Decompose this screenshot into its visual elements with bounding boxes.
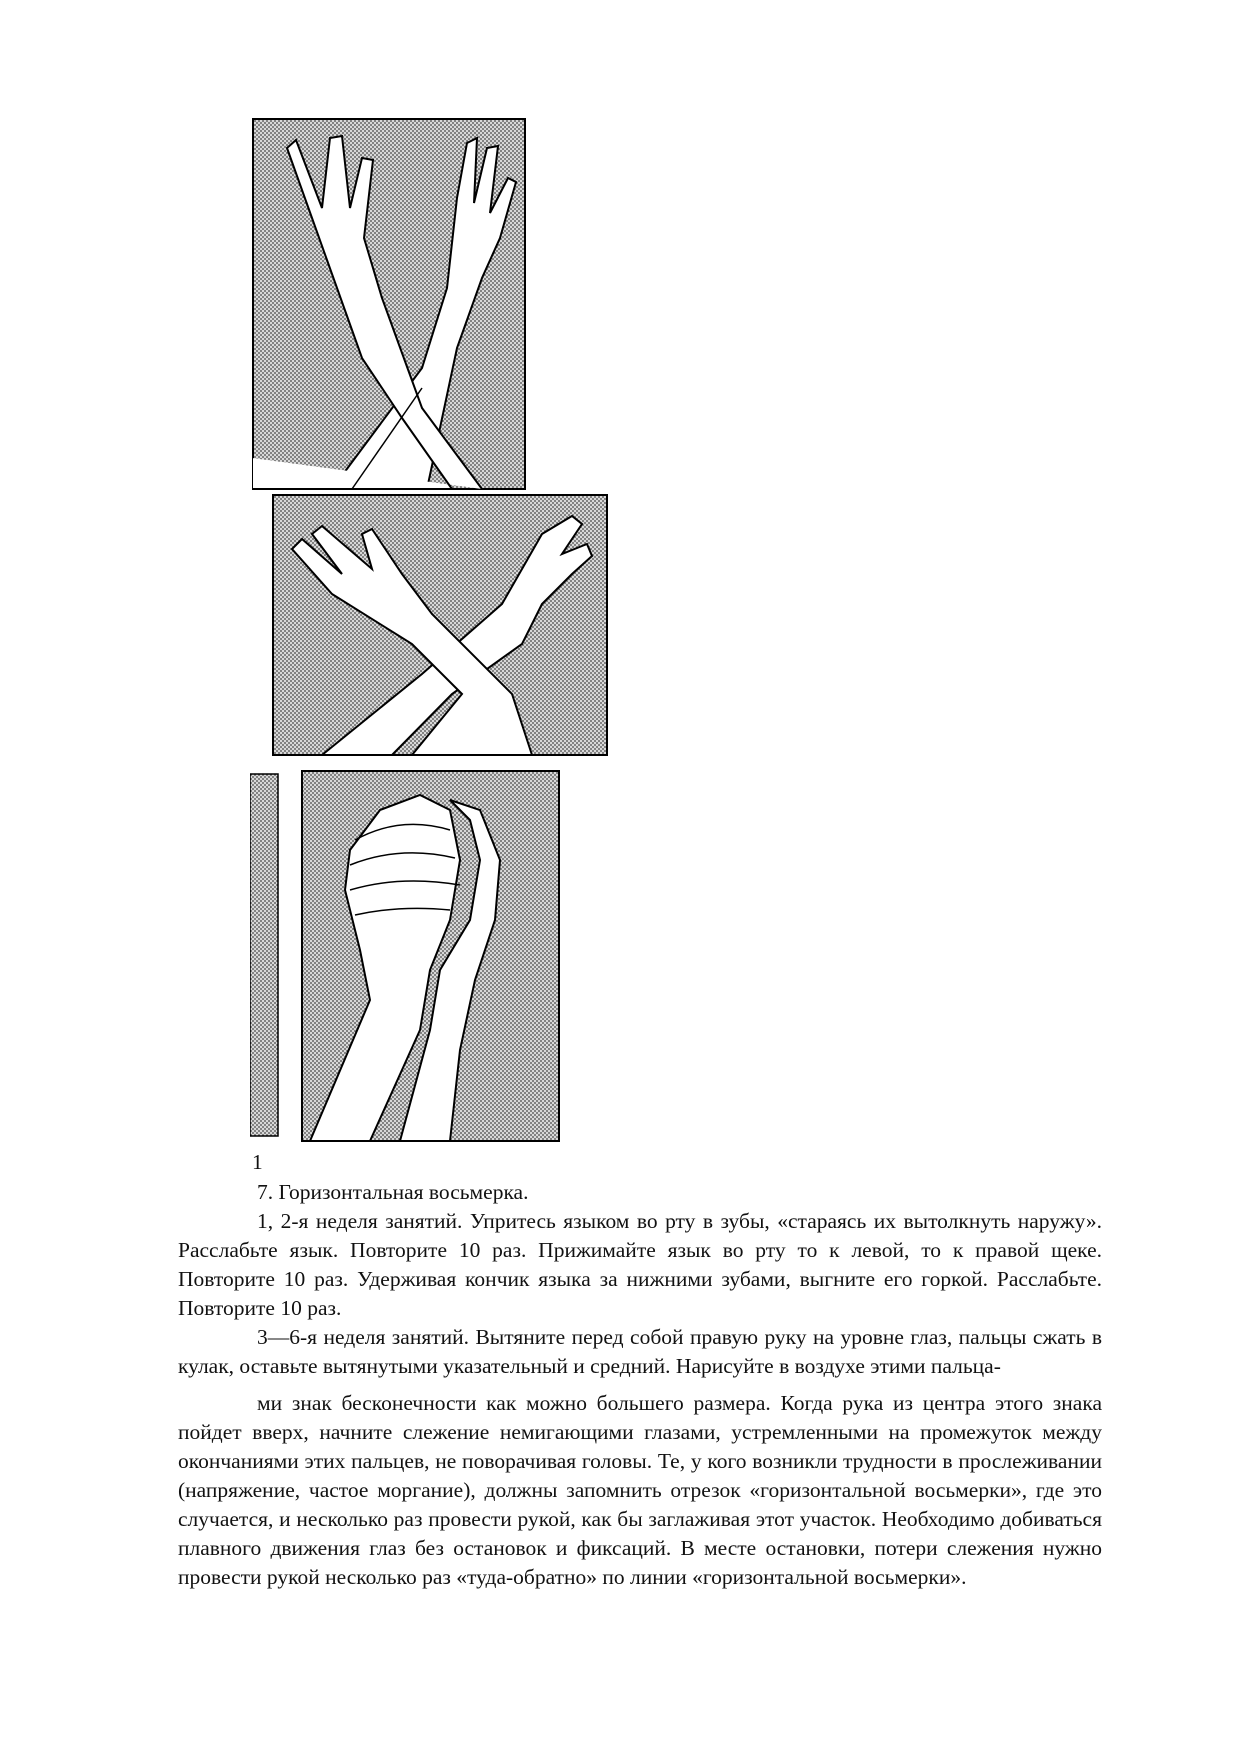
figure-crossed-hands-spread — [272, 494, 608, 756]
section-title: 7. Горизонтальная восьмерка. — [257, 1180, 529, 1204]
body-text — [178, 1178, 1102, 1592]
paragraph-1: 1, 2-я неделя занятий. Упритесь языком во рту в зубы, «стараясь их вытолкнуть наружу». Расслабьте язык. Повторите 10 раз. Прижимайте язык во рту то к левой, то к правой щеке. Повторите 10 раз. Удерживая кончик языка за нижними зубами, выгните его горкой. Расслабьте. Повторите 10 раз. — [178, 1209, 1102, 1320]
figure-number: 1 — [252, 1150, 263, 1174]
figure-clasped-hands — [250, 770, 560, 1142]
paragraph-2: 3—6-я неделя занятий. Вытяните перед собой правую руку на уровне глаз, пальцы сжать в кулак, оставьте вытянутыми указательный и средний. Нарисуйте в воздухе этими пальца- — [178, 1325, 1102, 1378]
figure-crossed-hands-upward — [252, 118, 526, 490]
paragraph-3: ми знак бесконечности как можно большего размера. Когда рука из центра этого знака пойдет вверх, начните слежение немигающими глазами, устремленными на промежуток между окончаниями этих пальцев, не поворачивая головы. Те, у кого возникли трудности в прослеживании (напряжение, частое моргание), должны запомнить отрезок «горизонтальной восьмерки», где это случается, и несколько раз провести рукой, как бы заглаживая этот участок. Необходимо добиваться плавного движения глаз без остановок и фиксаций. В месте остановки, потери слежения нужно провести рукой несколько раз «туда-обратно» по линии «горизонтальной восьмерки». — [178, 1391, 1102, 1589]
